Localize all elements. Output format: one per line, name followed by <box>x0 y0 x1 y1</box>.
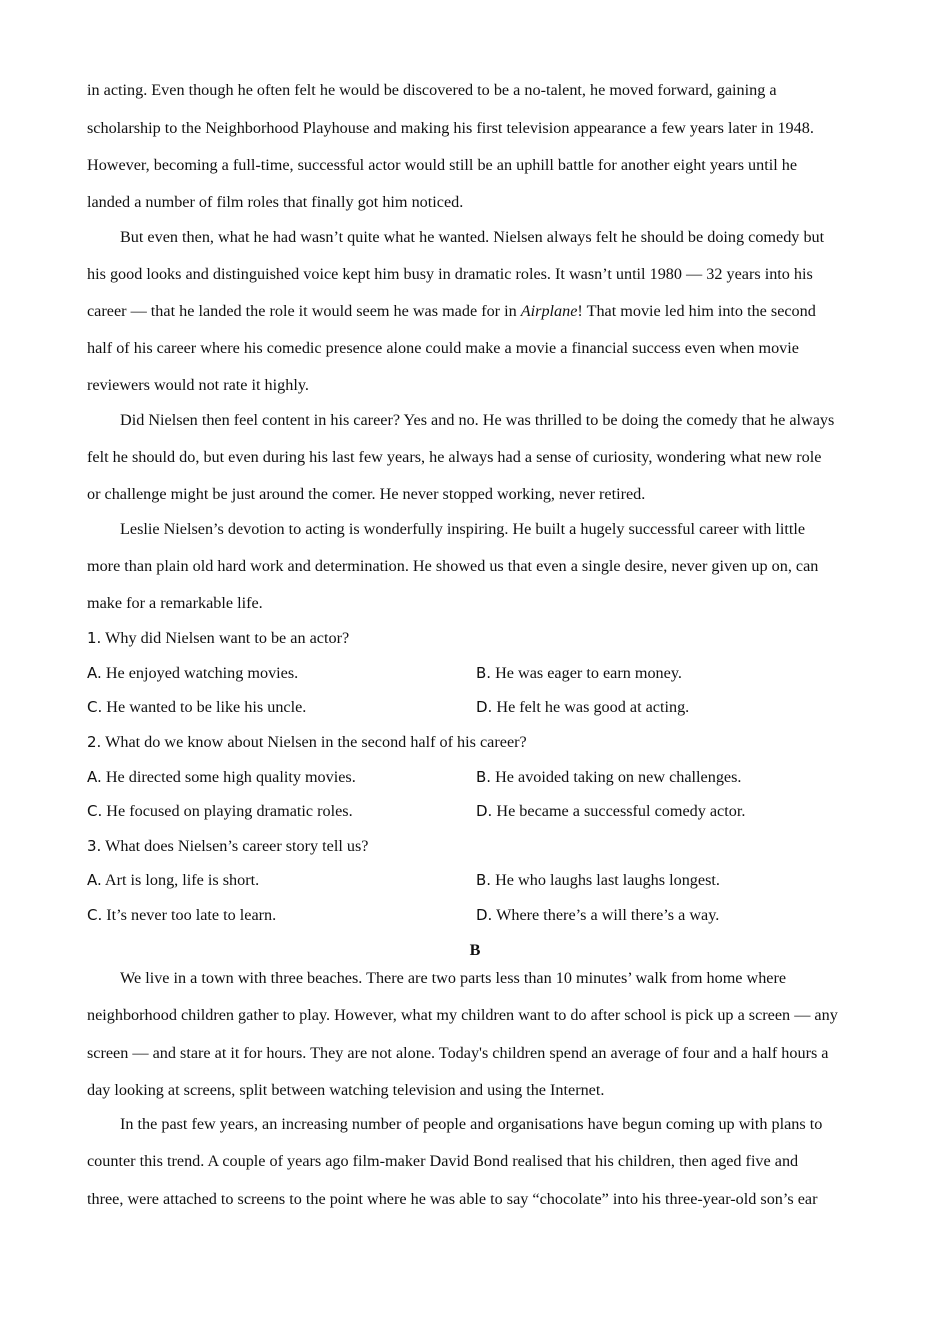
passage-line: But even then, what he had wasn’t quite what he wanted. Nielsen always felt he should be doing comedy but <box>120 228 825 246</box>
movie-title: Airplane <box>520 302 578 320</box>
section-heading: B <box>469 941 481 959</box>
question-text: What does Nielsen’s career story tell us? <box>105 837 369 855</box>
option-text: He felt he was good at acting. <box>496 698 690 716</box>
question-text: What do we know about Nielsen in the second half of his career? <box>105 733 527 751</box>
passage-line: felt he should do, but even during his last few years, he always had a sense of curiosity, wondering what new role <box>87 448 822 466</box>
passage-line: more than plain old hard work and determination. He showed us that even a single desire, never given up on, can <box>87 557 819 575</box>
passage-line: three, were attached to screens to the point where he was able to say “chocolate” into his three-year-old son’s ear <box>87 1190 818 1208</box>
passage-line: However, becoming a full-time, successful actor would still be an uphill battle for another eight years until he <box>87 156 798 174</box>
option-text: He wanted to be like his uncle. <box>106 698 307 716</box>
option-letter: B. <box>476 664 492 682</box>
option-letter: A. <box>87 664 102 682</box>
passage-line: Did Nielsen then feel content in his career? Yes and no. He was thrilled to be doing the comedy that he always <box>120 411 835 429</box>
option-1d[interactable] <box>476 697 689 717</box>
option-3a[interactable] <box>87 870 259 890</box>
passage-line: We live in a town with three beaches. There are two parts less than 10 minutes’ walk from home where <box>120 969 787 987</box>
passage-line: his good looks and distinguished voice kept him busy in dramatic roles. It wasn’t until 1980 — 32 years into his <box>87 265 813 283</box>
option-letter: A. <box>87 768 102 786</box>
question-number: 2. <box>87 733 102 751</box>
passage-line: neighborhood children gather to play. However, what my children want to do after school is pick up a screen — any <box>87 1006 838 1024</box>
option-2d[interactable] <box>476 801 745 821</box>
option-text: He enjoyed watching movies. <box>105 664 299 682</box>
option-3c[interactable] <box>87 905 276 925</box>
passage-line: Leslie Nielsen’s devotion to acting is wonderfully inspiring. He built a hugely successful career with little <box>120 520 806 538</box>
option-2c[interactable] <box>87 801 353 821</box>
passage-line: counter this trend. A couple of years ago film-maker David Bond realised that his children, then aged five and <box>87 1152 799 1170</box>
question-number: 1. <box>87 629 102 647</box>
option-text: He was eager to earn money. <box>495 664 682 682</box>
option-text: Art is long, life is short. <box>104 871 260 889</box>
question-text: Why did Nielsen want to be an actor? <box>105 629 350 647</box>
question-1 <box>87 628 349 648</box>
question-3 <box>87 836 368 856</box>
option-letter: B. <box>476 768 492 786</box>
passage-line: In the past few years, an increasing number of people and organisations have begun coming up with plans to <box>120 1115 823 1133</box>
option-1c[interactable] <box>87 697 306 717</box>
passage-line: screen — and stare at it for hours. They are not alone. Today's children spend an average of four and a half hours a <box>87 1044 829 1062</box>
option-letter: D. <box>476 802 493 820</box>
passage-line: half of his career where his comedic presence alone could make a movie a financial success even when movie <box>87 339 799 357</box>
passage-line: or challenge might be just around the comer. He never stopped working, never retired. <box>87 485 646 503</box>
passage-line: in acting. Even though he often felt he would be discovered to be a no-talent, he moved forward, gaining a <box>87 81 777 99</box>
question-number: 3. <box>87 837 102 855</box>
passage-line: make for a remarkable life. <box>87 594 263 612</box>
option-3d[interactable] <box>476 905 719 925</box>
option-letter: C. <box>87 906 103 924</box>
passage-text: career — that he landed the role it would seem he was made for in <box>87 302 521 320</box>
option-2b[interactable] <box>476 767 741 787</box>
passage-line: reviewers would not rate it highly. <box>87 376 309 394</box>
option-letter: C. <box>87 802 103 820</box>
passage-text: ! That movie led him into the second <box>577 302 816 320</box>
option-letter: A. <box>87 871 102 889</box>
option-text: He directed some high quality movies. <box>105 768 356 786</box>
option-text: He focused on playing dramatic roles. <box>106 802 353 820</box>
option-letter: D. <box>476 906 493 924</box>
option-text: He became a successful comedy actor. <box>496 802 746 820</box>
option-text: He avoided taking on new challenges. <box>495 768 742 786</box>
option-letter: C. <box>87 698 103 716</box>
question-2 <box>87 732 527 752</box>
option-letter: D. <box>476 698 493 716</box>
passage-line: scholarship to the Neighborhood Playhouse and making his first television appearance a few years later in 1948. <box>87 119 814 137</box>
passage-line: day looking at screens, split between watching television and using the Internet. <box>87 1081 605 1099</box>
passage-line: landed a number of film roles that finally got him noticed. <box>87 193 464 211</box>
passage-line <box>87 301 816 321</box>
option-1b[interactable] <box>476 663 682 683</box>
option-3b[interactable] <box>476 870 720 890</box>
option-text: Where there’s a will there’s a way. <box>496 906 720 924</box>
option-2a[interactable] <box>87 767 356 787</box>
option-letter: B. <box>476 871 492 889</box>
option-text: It’s never too late to learn. <box>106 906 277 924</box>
option-1a[interactable] <box>87 663 298 683</box>
option-text: He who laughs last laughs longest. <box>495 871 720 889</box>
